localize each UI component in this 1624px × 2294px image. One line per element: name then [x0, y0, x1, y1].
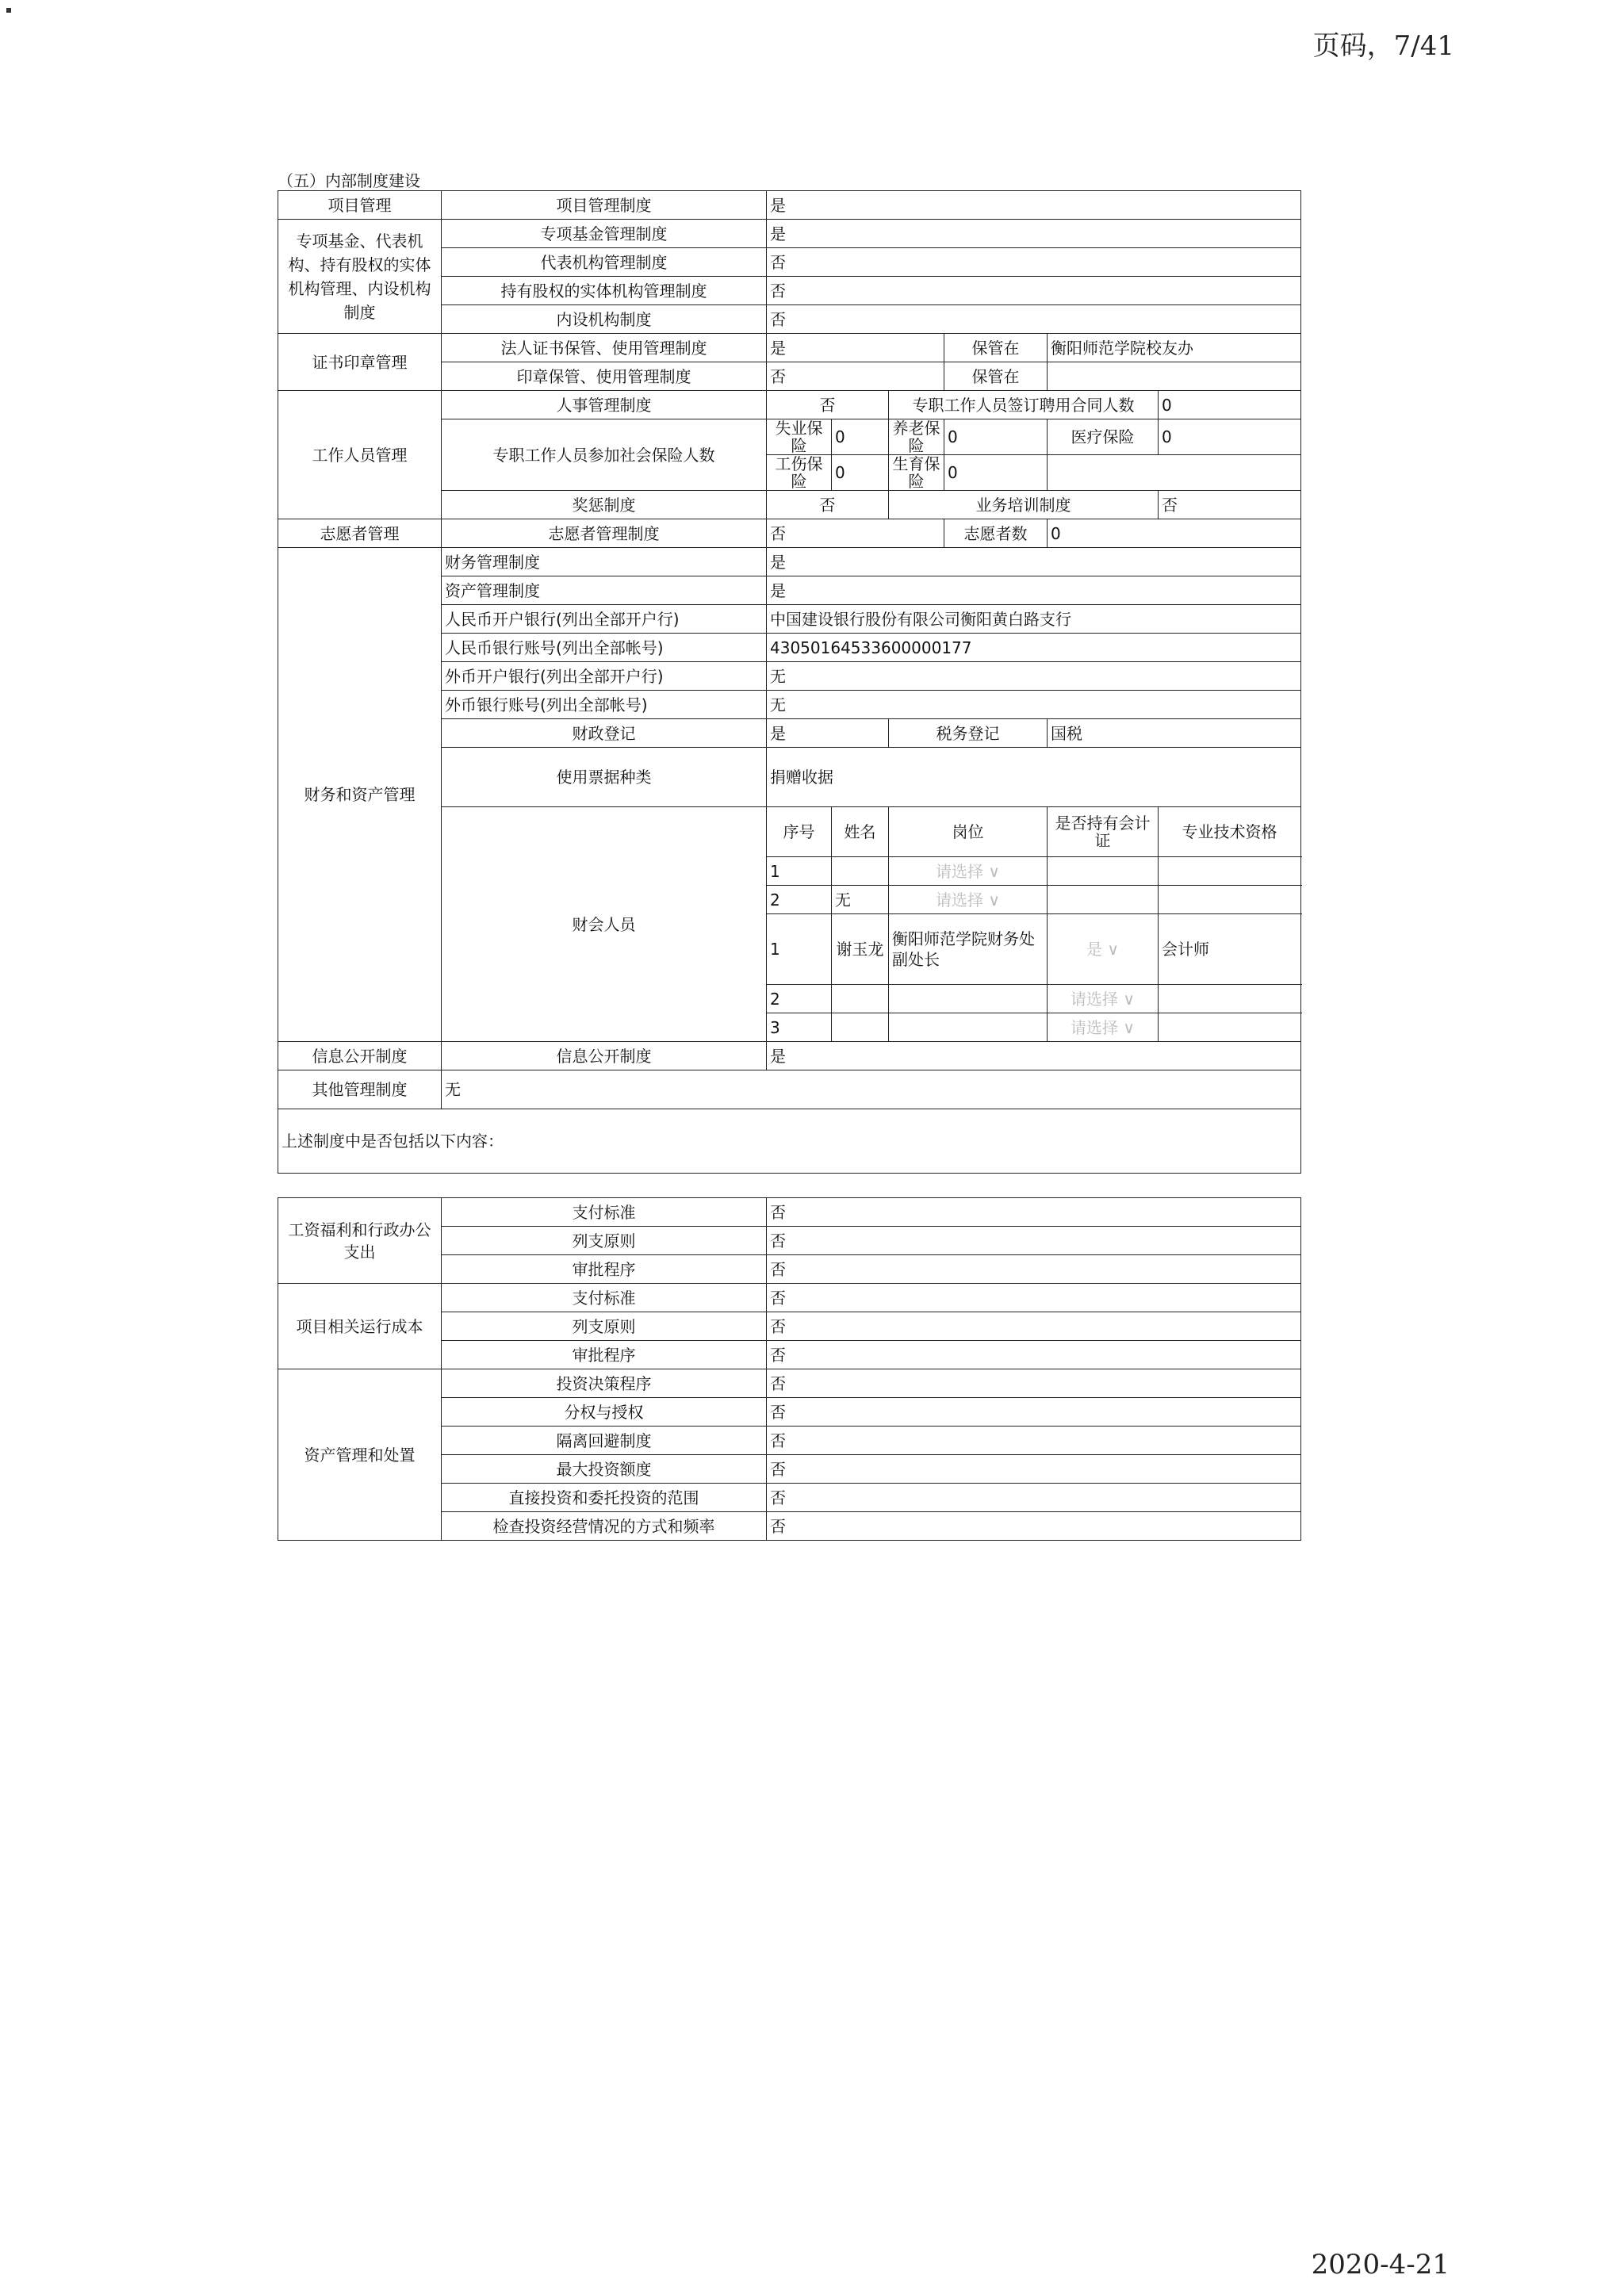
item-value: 是 — [767, 576, 1301, 605]
cert-cell — [1048, 857, 1159, 886]
acct-no: 1 — [767, 857, 832, 886]
cert-select[interactable]: 请选择 ∨ — [1048, 1013, 1159, 1042]
training-label: 业务培训制度 — [889, 491, 1159, 519]
scan-mark — [6, 8, 11, 13]
acct-qual — [1159, 985, 1301, 1013]
item-label: 外币开户银行(列出全部开户行) — [442, 662, 767, 691]
spacer — [278, 1174, 1301, 1198]
item-label: 列支原则 — [442, 1227, 767, 1255]
item-value: 否 — [767, 362, 944, 391]
item-value: 中国建设银行股份有限公司衡阳黄白路支行 — [767, 605, 1301, 634]
includes-label: 上述制度中是否包括以下内容： — [278, 1109, 1301, 1174]
cert-select[interactable]: 是 ∨ — [1048, 914, 1159, 985]
item-value: 否 — [767, 277, 1301, 305]
item-label: 人民币开户银行(列出全部开户行) — [442, 605, 767, 634]
item-value: 是 — [767, 334, 944, 362]
item-label: 支付标准 — [442, 1284, 767, 1312]
item-value: 否 — [767, 248, 1301, 277]
insurance-type: 生育保险 — [889, 455, 944, 491]
category-cell: 证书印章管理 — [278, 334, 442, 391]
acct-no: 2 — [767, 985, 832, 1013]
empty-cell — [1048, 455, 1301, 491]
item-label: 分权与授权 — [442, 1398, 767, 1427]
acct-no: 3 — [767, 1013, 832, 1042]
item-value: 捐赠收据 — [767, 748, 1301, 807]
category-cell: 志愿者管理 — [278, 519, 442, 548]
category-cell: 信息公开制度 — [278, 1042, 442, 1070]
table-row — [278, 334, 1301, 362]
insurance-type: 工伤保险 — [767, 455, 832, 491]
item-label: 投资决策程序 — [442, 1369, 767, 1398]
qual-cell — [1159, 886, 1301, 914]
table-row — [278, 191, 1301, 220]
item-value: 否 — [767, 1255, 1301, 1284]
item-value: 否 — [767, 1198, 1301, 1227]
tax-label: 税务登记 — [889, 719, 1048, 748]
volunteer-count: 0 — [1048, 519, 1301, 548]
acct-header: 是否持有会计证 — [1048, 807, 1159, 857]
insurance-label: 专职工作人员参加社会保险人数 — [442, 419, 767, 491]
item-label: 资产管理制度 — [442, 576, 767, 605]
item-value: 否 — [767, 305, 1301, 334]
item-label: 隔离回避制度 — [442, 1427, 767, 1455]
acct-header: 岗位 — [889, 807, 1048, 857]
item-label: 信息公开制度 — [442, 1042, 767, 1070]
keeper-label: 保管在 — [944, 362, 1048, 391]
post-select[interactable]: 请选择 ∨ — [889, 886, 1048, 914]
item-value: 否 — [767, 1455, 1301, 1484]
table-row — [278, 391, 1301, 419]
volunteer-count-label: 志愿者数 — [944, 519, 1048, 548]
item-label: 财政登记 — [442, 719, 767, 748]
keeper-value — [1048, 362, 1301, 391]
table-row — [278, 220, 1301, 248]
keeper-value: 衡阳师范学院校友办 — [1048, 334, 1301, 362]
acct-qual: 会计师 — [1159, 914, 1301, 985]
item-label: 法人证书保管、使用管理制度 — [442, 334, 767, 362]
item-label: 外币银行账号(列出全部帐号) — [442, 691, 767, 719]
internal-rules-table — [278, 190, 1301, 1541]
item-label: 专项基金管理制度 — [442, 220, 767, 248]
accountant-label: 财会人员 — [442, 807, 767, 1042]
item-value: 否 — [767, 1484, 1301, 1512]
item-value: 是 — [767, 1042, 1301, 1070]
acct-name — [832, 1013, 889, 1042]
acct-no: 2 — [767, 886, 832, 914]
item-value: 否 — [767, 1284, 1301, 1312]
category-cell: 财务和资产管理 — [278, 548, 442, 1042]
cert-cell — [1048, 886, 1159, 914]
acct-header: 序号 — [767, 807, 832, 857]
item-value: 是 — [767, 191, 1301, 220]
item-label: 印章保管、使用管理制度 — [442, 362, 767, 391]
category-cell: 工资福利和行政办公支出 — [278, 1198, 442, 1284]
item-value: 否 — [767, 519, 944, 548]
insurance-type: 养老保险 — [889, 419, 944, 455]
acct-qual — [1159, 1013, 1301, 1042]
insurance-count: 0 — [832, 419, 889, 455]
item-label: 人事管理制度 — [442, 391, 767, 419]
item-value: 无 — [767, 691, 1301, 719]
date-stamp: 2020-4-21 — [1311, 2249, 1450, 2281]
item-label: 审批程序 — [442, 1255, 767, 1284]
item-label: 奖惩制度 — [442, 491, 767, 519]
table-row — [278, 1042, 1301, 1070]
acct-post — [889, 985, 1048, 1013]
insurance-type: 医疗保险 — [1048, 419, 1159, 455]
section-title: （五）内部制度建设 — [278, 171, 420, 190]
tax-value: 国税 — [1048, 719, 1301, 748]
item-value: 否 — [767, 1369, 1301, 1398]
category-cell: 工作人员管理 — [278, 391, 442, 519]
table-row — [278, 519, 1301, 548]
acct-name: 无 — [832, 886, 889, 914]
acct-post: 衡阳师范学院财务处副处长 — [889, 914, 1048, 985]
item-label: 内设机构制度 — [442, 305, 767, 334]
insurance-count: 0 — [1159, 419, 1301, 455]
category-cell: 项目管理 — [278, 191, 442, 220]
item-label: 直接投资和委托投资的范围 — [442, 1484, 767, 1512]
item-label: 检查投资经营情况的方式和频率 — [442, 1512, 767, 1541]
table-row — [278, 1198, 1301, 1227]
item-value: 否 — [767, 1227, 1301, 1255]
category-cell: 专项基金、代表机构、持有股权的实体机构管理、内设机构制度 — [278, 220, 442, 334]
item-value: 43050164533600000177 — [767, 634, 1301, 662]
acct-post — [889, 1013, 1048, 1042]
item-label: 使用票据种类 — [442, 748, 767, 807]
item-value: 无 — [767, 662, 1301, 691]
contract-value: 0 — [1159, 391, 1301, 419]
acct-header: 专业技术资格 — [1159, 807, 1301, 857]
item-value: 无 — [442, 1070, 1301, 1109]
acct-name — [832, 985, 889, 1013]
item-value: 否 — [767, 491, 889, 519]
item-label: 志愿者管理制度 — [442, 519, 767, 548]
item-value: 否 — [767, 1512, 1301, 1541]
category-cell: 资产管理和处置 — [278, 1369, 442, 1541]
qual-cell — [1159, 857, 1301, 886]
item-value: 否 — [767, 1427, 1301, 1455]
acct-name: 谢玉龙 — [832, 914, 889, 985]
page-number: 页码，7/41 — [1312, 30, 1454, 62]
insurance-count: 0 — [832, 455, 889, 491]
table-row — [278, 1369, 1301, 1398]
category-cell: 项目相关运行成本 — [278, 1284, 442, 1369]
insurance-count: 0 — [944, 455, 1048, 491]
item-label: 审批程序 — [442, 1341, 767, 1369]
contract-label: 专职工作人员签订聘用合同人数 — [889, 391, 1159, 419]
item-label: 人民币银行账号(列出全部帐号) — [442, 634, 767, 662]
item-value: 否 — [767, 1341, 1301, 1369]
acct-no: 1 — [767, 914, 832, 985]
category-cell: 其他管理制度 — [278, 1070, 442, 1109]
item-label: 支付标准 — [442, 1198, 767, 1227]
item-label: 列支原则 — [442, 1312, 767, 1341]
item-value: 否 — [767, 1398, 1301, 1427]
item-label: 最大投资额度 — [442, 1455, 767, 1484]
insurance-type: 失业保险 — [767, 419, 832, 455]
item-label: 财务管理制度 — [442, 548, 767, 576]
item-value: 是 — [767, 220, 1301, 248]
item-value: 是 — [767, 548, 1301, 576]
table-row — [278, 1284, 1301, 1312]
post-select[interactable]: 请选择 ∨ — [889, 857, 1048, 886]
keeper-label: 保管在 — [944, 334, 1048, 362]
acct-name — [832, 857, 889, 886]
item-label: 项目管理制度 — [442, 191, 767, 220]
cert-select[interactable]: 请选择 ∨ — [1048, 985, 1159, 1013]
item-label: 代表机构管理制度 — [442, 248, 767, 277]
training-value: 否 — [1159, 491, 1301, 519]
acct-header: 姓名 — [832, 807, 889, 857]
insurance-count: 0 — [944, 419, 1048, 455]
item-value: 是 — [767, 719, 889, 748]
item-label: 持有股权的实体机构管理制度 — [442, 277, 767, 305]
table-row — [278, 548, 1301, 576]
table-row — [278, 1109, 1301, 1174]
item-value: 否 — [767, 391, 889, 419]
table-row — [278, 1070, 1301, 1109]
item-value: 否 — [767, 1312, 1301, 1341]
